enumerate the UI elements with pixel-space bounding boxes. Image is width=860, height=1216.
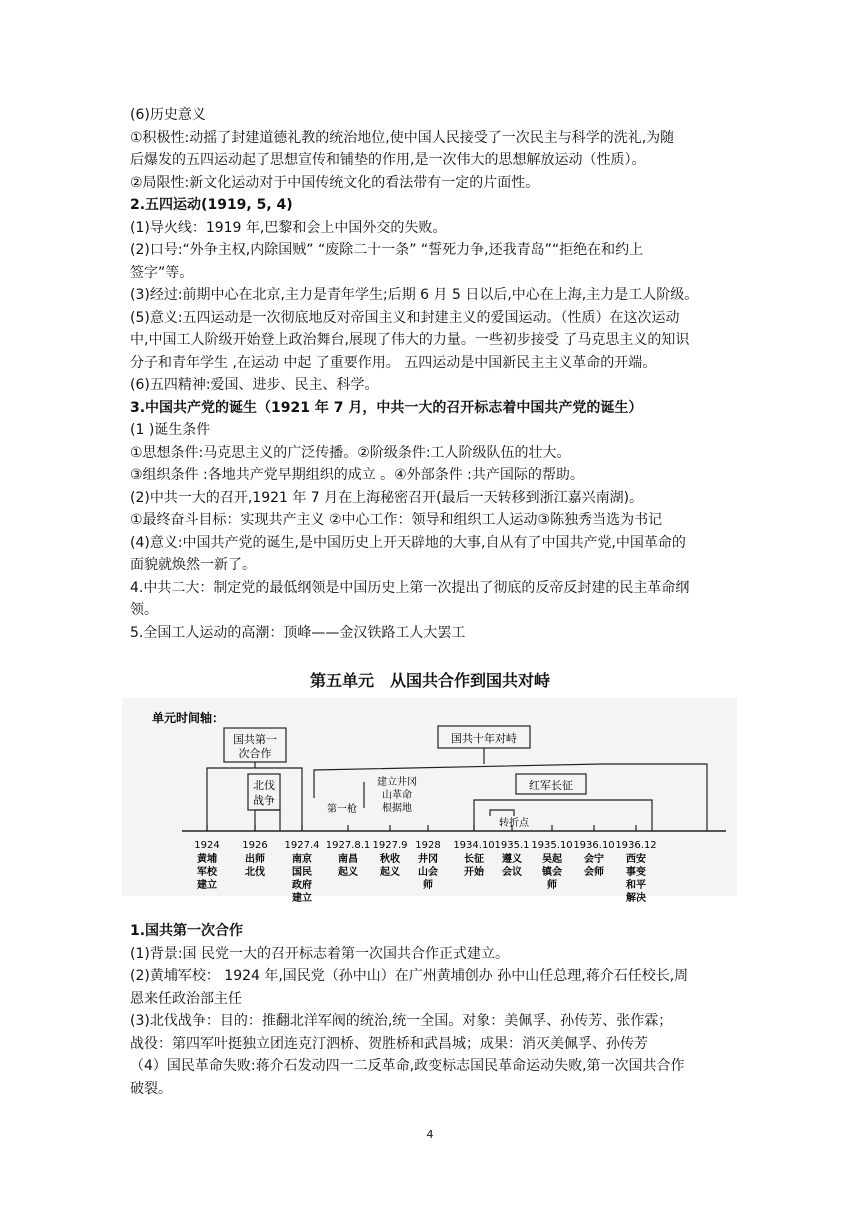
timeline-event-label: 井冈 [418,854,438,865]
timeline-event-label: 解决 [626,893,646,904]
heading-first-coop: 1.国共第一次合作 [130,923,244,939]
heading-may-fourth: 2.五四运动(1919, 5, 4) [130,197,293,213]
text-line: （4）国民革命失败:蒋介石发动四一二反革命,政变标志国民革命运动失败,第一次国共合作 [130,1058,685,1074]
ten-year-label: 国共十年对峙 [451,732,517,745]
timeline-event-label: 事变 [626,867,646,878]
timeline-event-label: 山会 [418,867,438,878]
timeline-event-date: 1928 [415,840,441,851]
timeline-event-label: 起义 [338,867,358,878]
timeline-event-label: 长征 [464,854,484,865]
text-line: 恩来任政治部主任 [130,990,242,1007]
text-line: (3)北伐战争：目的：推翻北洋军阀的统治,统一全国。对象：美佩孚、孙传芳、张作霖； [130,1013,673,1029]
northern-label-2: 战争 [253,794,275,807]
timeline-event-date: 1927.8.1 [325,840,371,851]
timeline-event-date: 1935.1 [494,840,530,851]
timeline-event-label: 南京 [292,854,312,865]
timeline-event-label: 会师 [584,867,604,878]
text-line: 5.全国工人运动的高潮：顶峰——金汉铁路工人大罢工 [130,624,466,641]
text-line: (1)导火线：1919 年,巴黎和会上中国外交的失败。 [130,219,447,236]
first-coop-label-2: 次合作 [238,747,272,760]
first-shot-label: 第一枪 [327,804,357,815]
timeline-event-label: 北伐 [245,867,265,878]
timeline-event-label: 起义 [380,867,400,878]
timeline-diagram [122,698,737,904]
timeline-event-label: 建立 [197,880,217,891]
text-line: (2)口号:“外争主权,内除国贼” “废除二十一条” “誓死力争,还我青岛”“拒绝在和约上 [130,242,644,258]
timeline-event-date: 1924 [194,840,220,851]
timeline-event-label: 师 [547,880,557,891]
heading-cpc-birth: 3.中国共产党的诞生（1921 年 7 月，中共一大的召开标志着中国共产党的诞生） [130,399,643,416]
text-line: 中,中国工人阶级开始登上政治舞台,展现了伟大的力量。一些初步接受 了马克思主义的知识 [130,332,690,348]
timeline-event-label: 建立 [292,893,312,904]
timeline-event-label: 会议 [502,867,522,878]
timeline-event-label: 师 [423,880,433,891]
timeline-event-label: 黄埔 [197,854,217,865]
text-line: (3)经过:前期中心在北京,主力是青年学生;后期 6 月 5 日以后,中心在上海,主力是工人阶级。 [130,287,699,303]
timeline-event-date: 1936.12 [615,840,657,851]
timeline-event-date: 1935.10 [531,840,573,851]
northern-label-1: 北伐 [253,779,275,792]
timeline-event-label: 南昌 [338,854,358,865]
timeline-event-date: 1936.10 [573,840,615,851]
timeline-event-label: 和平 [626,880,646,891]
timeline-event-label: 秋收 [380,854,400,865]
section-new-culture-to-cpc [130,104,730,644]
base-label-1: 建立井冈 [377,777,417,788]
long-march-label: 红军长征 [529,779,573,792]
text-line: ①思想条件:马克思主义的广泛传播。②阶级条件:工人阶级队伍的壮大。 [130,444,571,461]
timeline-event-label: 镇会 [542,867,562,878]
text-line: 4.中共二大：制定党的最低纲领是中国历史上第一次提出了彻底的反帝反封建的民主革命纲 [130,579,690,596]
page-number: 4 [426,1128,434,1141]
text-line: ②局限性:新文化运动对于中国传统文化的看法带有一定的片面性。 [130,174,540,191]
timeline-event-label: 国民 [292,867,312,878]
unit-title: 第五单元 从国共合作到国共对峙 [309,671,550,690]
text-line: ①最终奋斗目标：实现共产主义 ②中心工作：领导和组织工人运动③陈独秀当选为书记 [130,512,663,528]
text-line: 领。 [130,602,158,618]
timeline-event-date: 1927.4 [284,840,320,851]
timeline-event-label: 会宁 [584,854,604,865]
base-label-2: 山革命 [382,790,412,801]
timeline-event-label: 出师 [245,854,265,865]
text-line: (1 )诞生条件 [130,422,211,438]
timeline-event-label: 军校 [197,867,217,878]
base-label-3: 根据地 [382,803,412,814]
text-line: 签字”等。 [130,264,194,281]
timeline-event-label: 政府 [292,880,312,891]
text-line: (6)历史意义 [130,107,206,123]
text-line: 面貌就焕然一新了。 [130,557,256,573]
timeline-event-date: 1934.10 [453,840,495,851]
timeline-event-date: 1926 [242,840,268,851]
timeline-event-label: 西安 [626,854,646,865]
text-line: 后爆发的五四运动起了思想宣传和铺垫的作用,是一次伟大的思想解放运动（性质）。 [130,152,646,168]
text-line: (5)意义:五四运动是一次彻底地反对帝国主义和封建主义的爱国运动。（性质）在这次运动 [130,309,680,326]
text-line: 战役：第四军叶挺独立团连克汀泗桥、贺胜桥和武昌城；成果：消灭美佩孚、孙传芳 [130,1035,648,1052]
timeline-event-label: 遵义 [502,854,522,865]
first-coop-label-1: 国共第一 [233,733,277,746]
unit-timeline-figure [122,698,737,904]
text-line: ③组织条件 :各地共产党早期组织的成立 。④外部条件 :共产国际的帮助。 [130,467,584,483]
text-line: (4)意义:中国共产党的诞生,是中国历史上开天辟地的大事,自从有了中国共产党,中国革命的 [130,534,686,551]
timeline-event-label: 吴起 [542,854,562,865]
turning-point-label: 转折点 [499,818,529,829]
text-line: (1)背景:国 民党一大的召开标志着第一次国共合作正式建立。 [130,945,509,962]
text-line: (6)五四精神:爱国、进步、民主、科学。 [130,377,379,393]
text-line: ①积极性:动摇了封建道德礼教的统治地位,使中国人民接受了一次民主与科学的洗礼,为随 [130,129,675,146]
text-line: (2)黄埔军校： 1924 年,国民党（孙中山）在广州黄埔创办 孙中山任总理,蒋介石任校长,周 [130,968,689,984]
text-line: 破裂。 [130,1080,172,1097]
timeline-event-date: 1927.9 [372,840,408,851]
text-line: 分子和青年学生 ,在运动 中起 了重要作用。 五四运动是中国新民主主义革命的开端。 [130,354,657,371]
section-first-cooperation [130,920,730,1100]
text-line: (2)中共一大的召开,1921 年 7 月在上海秘密召开(最后一天转移到浙江嘉兴南湖)。 [130,489,644,506]
timeline-event-label: 开始 [464,867,484,878]
timeline-heading: 单元时间轴： [152,711,225,725]
